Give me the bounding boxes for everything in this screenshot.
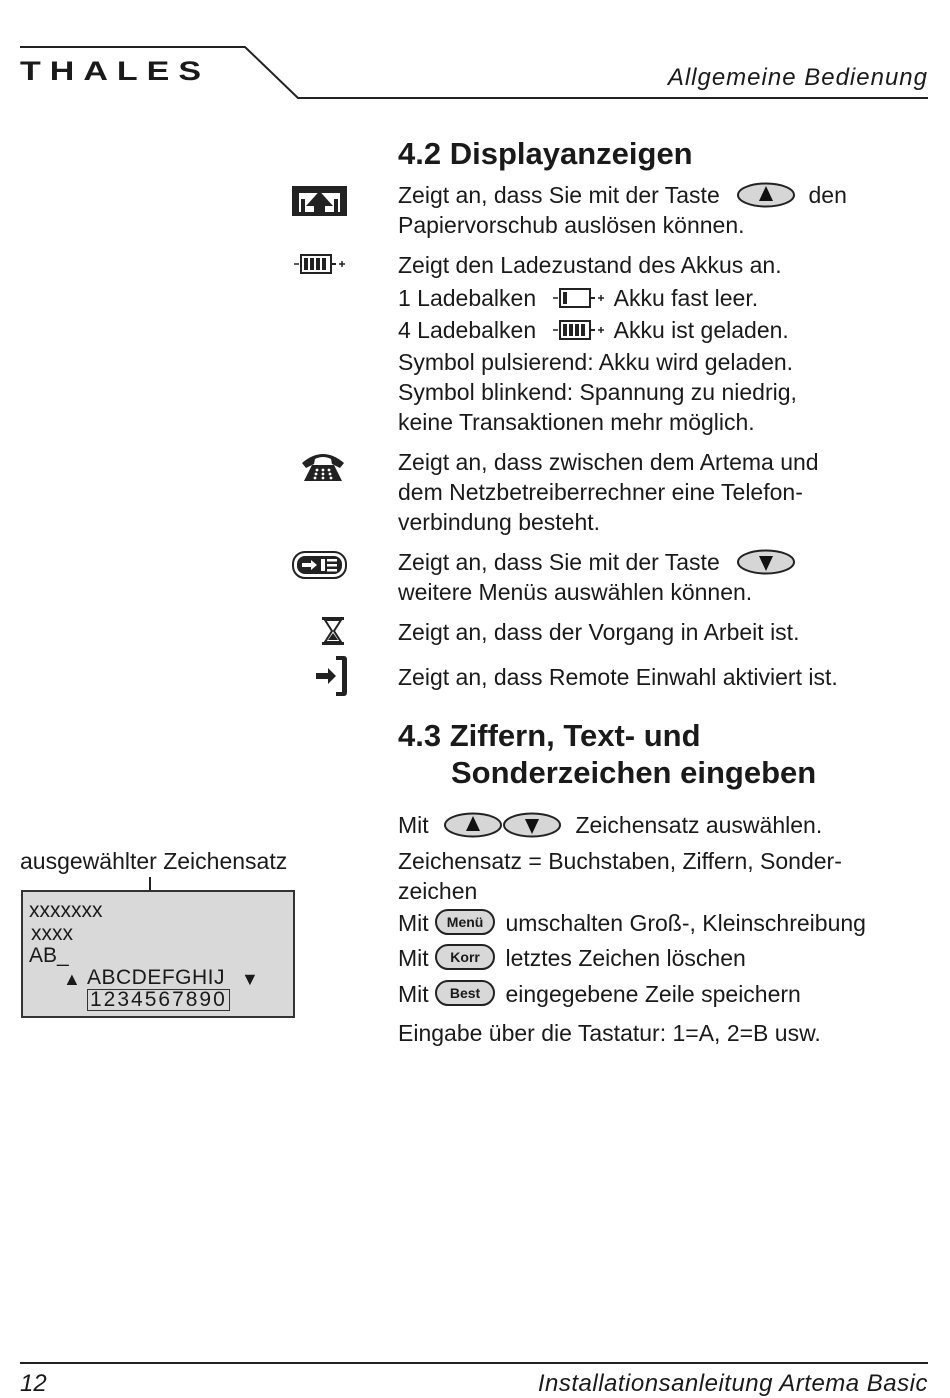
- battery-charged-icon: [551, 319, 607, 341]
- more-menus-text-b: weitere Menüs auswählen können.: [398, 579, 753, 605]
- remote-dialin-icon: [314, 654, 348, 698]
- paper-feed-text-a: Zeigt an, dass Sie mit der Taste: [398, 182, 720, 208]
- telephone-text-c: verbindung besteht.: [398, 509, 601, 535]
- menu-key: Menü: [435, 909, 495, 935]
- lcd-letters-row: ABCDEFGHIJ: [87, 966, 226, 989]
- battery-no-transactions-text: keine Transaktionen mehr möglich.: [398, 409, 755, 435]
- paper-feed-icon: [292, 186, 347, 216]
- footer-rule: [20, 1362, 928, 1364]
- lcd-arrow-up: ▲: [63, 969, 81, 989]
- hourglass-icon: [321, 616, 345, 646]
- heading-4-2: 4.2 Displayanzeigen: [398, 136, 693, 171]
- charset-def-a: Zeichensatz = Buchstaben, Ziffern, Sonder-: [398, 848, 842, 874]
- lcd-caption: ausgewählter Zeichensatz: [20, 848, 288, 874]
- down-key-icon: [736, 549, 796, 575]
- page-number: 12: [20, 1370, 47, 1397]
- row-in-progress: Zeigt an, dass der Vorgang in Arbeit ist.: [398, 619, 800, 645]
- telephone-icon: [300, 451, 347, 483]
- row-telephone: [398, 447, 918, 537]
- paper-feed-text-b: den: [808, 182, 847, 208]
- row-paper-feed: [398, 180, 918, 240]
- lcd-display: [21, 890, 295, 1018]
- battery-blinking-text: Symbol blinkend: Spannung zu niedrig,: [398, 379, 797, 405]
- paper-feed-text-c: Papiervorschub auslösen können.: [398, 212, 745, 238]
- more-menus-text-a: Zeigt an, dass Sie mit der Taste: [398, 549, 720, 575]
- row-battery: [398, 250, 918, 437]
- s43-line-charset-select: [398, 810, 918, 840]
- battery-text-a: Zeigt den Ladezustand des Akkus an.: [398, 252, 782, 278]
- heading-4-3-line1: 4.3 Ziffern, Text- und: [398, 718, 701, 753]
- up-key-icon: [736, 182, 796, 208]
- battery-four-bar-label: 4 Ladebalken: [398, 317, 537, 343]
- thales-logo: THALES: [20, 56, 210, 87]
- mit-label: Mit: [398, 812, 429, 838]
- s43-line-korr: [398, 943, 918, 973]
- best-key: Best: [435, 980, 495, 1006]
- lcd-arrow-down: ▼: [241, 969, 259, 989]
- header-section-title: Allgemeine Bedienung: [667, 64, 928, 91]
- keyboard-input-hint: Eingabe über die Tastatur: 1=A, 2=B usw.: [398, 1020, 821, 1046]
- menu-key-text: umschalten Groß-, Kleinschreibung: [505, 910, 866, 936]
- s43-line-menu: [398, 908, 918, 938]
- mit-label: Mit: [398, 945, 429, 971]
- battery-pulsing-text: Symbol pulsierend: Akku wird geladen.: [398, 349, 794, 375]
- battery-full-icon: [292, 253, 348, 275]
- lcd-line-2: xxxx: [31, 922, 73, 945]
- telephone-text-a: Zeigt an, dass zwischen dem Artema und: [398, 449, 819, 475]
- battery-low-icon: [551, 287, 607, 309]
- charset-select-text: Zeichensatz auswählen.: [575, 812, 823, 838]
- battery-low-text: Akku fast leer.: [613, 285, 759, 311]
- heading-4-3-line2: Sonderzeichen eingeben: [451, 755, 817, 790]
- lcd-line-3: AB_: [29, 944, 69, 967]
- up-down-keys-icon: [443, 812, 563, 838]
- row-more-menus: [398, 547, 918, 607]
- best-key-text: eingegebene Zeile speichern: [505, 981, 801, 1007]
- battery-charged-text: Akku ist geladen.: [613, 317, 789, 343]
- korr-key: Korr: [435, 944, 495, 970]
- korr-key-text: letztes Zeichen löschen: [505, 945, 746, 971]
- telephone-text-b: dem Netzbetreiberrechner eine Telefon-: [398, 479, 803, 505]
- battery-one-bar-label: 1 Ladebalken: [398, 285, 537, 311]
- s43-charset-definition: [398, 846, 918, 906]
- more-menus-icon: [292, 551, 347, 579]
- lcd-digits-row: 1234567890: [87, 989, 230, 1011]
- lcd-line-1: xxxxxxx: [29, 899, 103, 922]
- mit-label: Mit: [398, 981, 429, 1007]
- s43-line-best: [398, 979, 918, 1009]
- row-remote-dialin: Zeigt an, dass Remote Einwahl aktiviert ist.: [398, 664, 838, 690]
- charset-def-b: zeichen: [398, 878, 478, 904]
- footer-title: Installationsanleitung Artema Basic: [537, 1370, 928, 1397]
- mit-label: Mit: [398, 910, 429, 936]
